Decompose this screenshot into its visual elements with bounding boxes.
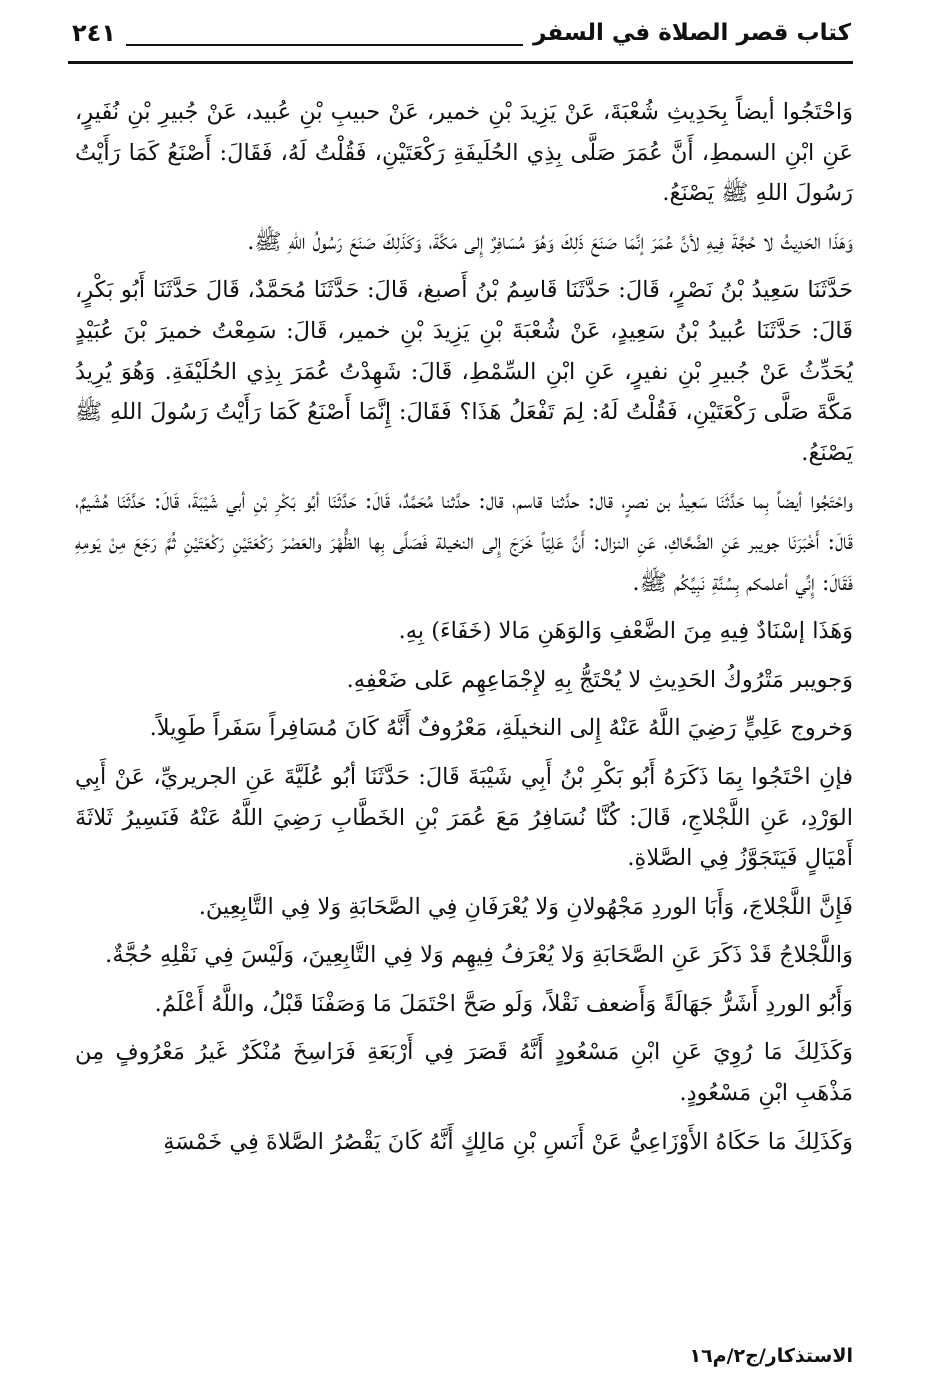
page-number: ٢٤١ [72,19,116,47]
running-header [72,14,851,52]
paragraph: وَأَبُو الوردِ أَشَرُّ جَهَالَةً وَأَضعف نَقْلاً، وَلَو صَحَّ احْتَمَلَ مَا وَصَفْنَا قَبْلُ، واللَّهُ أَعْلَمُ. [154,990,853,1017]
paragraph: حَدَّثَنَا سَعِيدُ بْنُ نَصْرٍ، قَالَ: حَدَّثَنَا قَاسِمُ بْنُ أَصبغ، قَالَ: حَدَّثَنَا مُحَمَّدٌ، قَالَ حَدَّثَنَا أَبُو بَكْرٍ، قَالَ: حَدَّثَنَا عُبيدُ بْنُ سَعِيدٍ، عَنْ شُعْبَةَ بْنِ يَزِيدَ بْنِ خمير، قَالَ: سَمِعْتُ خميرَ بْنَ عُبَيْدٍ يُحَدِّثُ عَنْ جُبيرِ بْنِ نفيرٍ، عَنِ ابْنِ السِّمْطِ، قَالَ: شَهِدْتُ عُمَرَ بِذِي الحُلَيْفَةِ. وَهُوَ يُرِيدُ مَكَّةَ صَلَّى رَكْعَتَيْنِ، فَقُلْتُ لَهُ: لِمَ تَفْعَلُ هَذَا؟ فَقَالَ: إِنَّمَا أَصْنَعُ كَمَا رَأَيْتُ رَسُولَ اللهِ ﷺ يَصْنَعُ. [75,277,853,466]
paragraph: وَكَذَلِكَ مَا رُوِيَ عَنِ ابْنِ مَسْعُودٍ أَنَّهُ قَصَرَ فِي أَرْبَعَةِ فَرَاسِخَ مُنْكَرٌ غَيرُ مَعْرُوفٍ مِن مَذْهَبِ ابْنِ مَسْعُودٍ. [75,1039,853,1107]
paragraph: واحْتَجُوا أيضاً بِما حَدَّثَنَا سَعِيدُ بن نصرٍ، قال: حدَّثنا قاسم، قال: حدَّثنا مُحَمَّدٌ، قَالَ: حَدَّثَنَا أبُو بَكْرِ بْنِ أبي شَيْبَةَ، قَالَ: حَدَّثَنَا هُشَيمٌ، قَالَ: أَخْبَرَنَا جويبر عَنِ الضَّحَّاكِ، عَنِ النزال: أَنَّ عَلِيّاً خَرَجَ إِلى النخيلة فَصَلَّى بِها الظُّهْرَ والعَصْرَ رَكْعَتَيْنِ رَكْعَتَيْنِ ثُمَّ رَجَعَ مِنْ يَومِهِ فَقَالَ: إِنِّي أعلمكم بِسُنَّةِ نَبِيِّكُم ﷺ. [75,488,853,596]
paragraph: وَكَذَلِكَ مَا حَكَاهُ الأَوْزَاعِيُّ عَنْ أَنَسِ بْنِ مَالِكٍ أَنَّهُ كَانَ يَقْصُرُ الصَّلاةَ فِي خَمْسَةِ [163,1128,853,1155]
header-leader-line [126,44,523,46]
paragraph: وَاللَّجْلاجُ قَدْ ذَكَرَ عَنِ الصَّحَابَةِ وَلا يُعْرَفُ فِيهِم وَلا فِي التَّابِعِينَ، وَلَيْسَ فِي نَقْلِهِ حُجَّةٌ. [105,942,853,969]
paragraph: فَإِنَّ اللَّجْلاجَ، وَأَبَا الوردِ مَجْهُولانِ وَلا يُعْرَفَانِ فِي الصَّحَابَةِ وَلا فِي التَّابِعِينَ. [198,893,853,920]
paragraph: وَهَذَا الحَدِيثُ لا حُجَّةَ فِيهِ لأنَّ عُمَرَ إنَّمَا صَنَعَ ذَلِكَ وَهُوَ مُسَافِرٌ إِلى مَكَّةَ، وَكَذَلِكَ صَنَعَ رَسُولُ اللهِ ﷺ. [247,228,853,255]
paragraph: وَهَذَا إسْنَادٌ فِيهِ مِنَ الضَّعْفِ وَالوَهَنِ مَالا (خَفَاءَ) بِهِ. [398,618,853,645]
body-text [75,92,853,1170]
signature-mark: الاستذكار/ج٢/م١٦ [689,1345,853,1367]
paragraph: فإنِ احْتَجُوا بِمَا ذَكَرَهُ أَبُو بَكْرِ بْنُ أَبِي شَيْبَةَ قَالَ: حَدَّثَنَا أبُو عُلَيَّةَ عَنِ الجريريِّ، عَنْ أَبِي الوَرْدِ، عَنِ اللَّجْلاجِ، قَالَ: كُنَّا نُسَافِرُ مَعَ عُمَرَ بْنِ الخَطَّابِ رَضِيَ اللَّهُ عَنْهُ فَنَسِيرُ ثَلاثَةَ أَمْيَالٍ فَيَتَجَوَّزُ فِي الصَّلاةِ. [75,763,853,872]
chapter-title: كتاب قصر الصلاة في السفر [533,20,851,46]
paragraph: وَاحْتَجُوا أيضاً بِحَدِيثِ شُعْبَةَ، عَنْ يَزِيدَ بْنِ خمير، عَنْ حبيبِ بْنِ عُبيد، عَنْ جُبيرِ بْنِ نُفَيرٍ، عَنِ ابْنِ السمطِ، أَنَّ عُمَرَ صَلَّى بِذِي الحُلَيفَةِ رَكْعَتَيْنِ، فَقُلْتُ لَهُ، فَقَالَ: أَصْنَعُ كَمَا رَأَيْتُ رَسُولَ اللهِ ﷺ يَصْنَعُ. [75,99,853,207]
paragraph: وَخروج عَلِيٍّ رَضِيَ اللَّهُ عَنْهُ إِلى النخيلَةِ، مَعْرُوفٌ أَنَّهُ كَانَ مُسَافِراً سَفَراً طَوِيلاً. [149,715,853,742]
paragraph: وَجويبر مَتْرُوكُ الحَدِيثِ لا يُحْتَجُّ بِهِ لإِجْمَاعِهِم عَلى ضَعْفِهِ. [346,666,853,693]
header-rule [68,61,853,64]
